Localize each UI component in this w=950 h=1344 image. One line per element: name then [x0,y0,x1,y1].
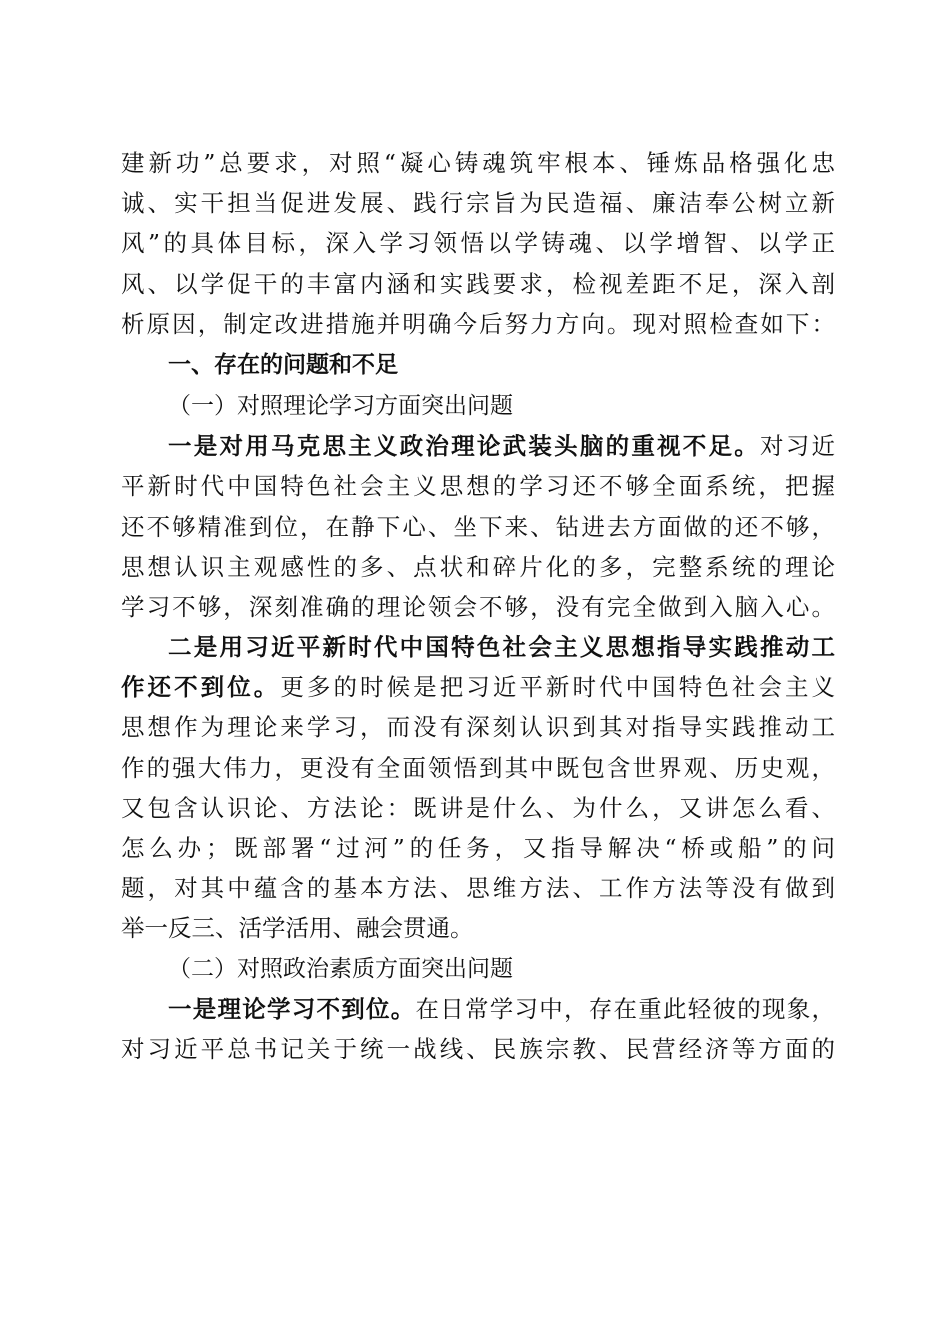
paragraph-lead-tail: 在日常学习中，存在重此轻彼的现象， [415,994,835,1023]
paragraph-lead-tail: 更多的时候是把习近平新时代中国特色社会主义 [280,673,836,702]
paragraph-lead: 作还不到位。 [121,673,281,702]
text-line: 析原因，制定改进措施并明确今后努力方向。现对照检查如下： [121,309,835,338]
paragraph-lead: 一是对用马克思主义政治理论武装头脑的重视不足。 [168,432,761,461]
text-line: 题，对其中蕴含的基本方法、思维方法、工作方法等没有做到 [121,874,835,903]
text-line: 举一反三、活学活用、融会贯通。 [121,914,474,943]
paragraph-item-3 [121,989,835,1069]
text-line: 学习不够，深刻准确的理论领会不够，没有完全做到入脑入心。 [121,592,835,621]
paragraph-lead: 一是理论学习不到位。 [168,994,416,1023]
text-line: 对习近平总书记关于统一战线、民族宗教、民营经济等方面的 [121,1034,835,1063]
text-line: 平新时代中国特色社会主义思想的学习还不够全面系统，把握 [121,472,835,501]
section-heading-theory: （一）对照理论学习方面突出问题 [168,392,513,419]
intro-paragraph [121,143,835,344]
document-body [121,143,835,1069]
text-line [121,989,835,1029]
text-line [121,667,835,707]
text-line: 又包含认识论、方法论：既讲是什么、为什么，又讲怎么看、 [121,793,835,822]
text-line: 诚、实干担当促进发展、践行宗旨为民造福、廉洁奉公树立新 [121,189,835,218]
text-line: 建新功”总要求，对照“凝心铸魂筑牢根本、锤炼品格强化忠 [121,149,835,177]
text-line: 怎么办；既部署“过河”的任务，又指导解决“桥或船”的问 [121,834,835,862]
paragraph-lead-tail: 对习近 [760,432,836,461]
text-line: 还不够精准到位，在静下心、坐下来、钻进去方面做的还不够， [121,512,835,541]
text-line: 风”的具体目标，深入学习领悟以学铸魂、以学增智、以学正 [121,229,835,258]
section-heading-political: （二）对照政治素质方面突出问题 [168,955,513,982]
text-line: 风、以学促干的丰富内涵和实践要求，检视差距不足，深入剖 [121,269,835,298]
paragraph-item-2 [121,627,835,949]
text-line: 作的强大伟力，更没有全面领悟到其中既包含世界观、历史观， [121,753,835,782]
text-line [121,426,835,466]
paragraph-item-1 [121,426,835,627]
text-line: 思想作为理论来学习，而没有深刻认识到其对指导实践推动工 [121,713,835,742]
heading-level-1: 一、存在的问题和不足 [168,351,398,378]
text-line: 思想认识主观感性的多、点状和碎片化的多，完整系统的理论 [121,552,835,581]
paragraph-lead: 二是用习近平新时代中国特色社会主义思想指导实践推动工 [168,633,835,662]
